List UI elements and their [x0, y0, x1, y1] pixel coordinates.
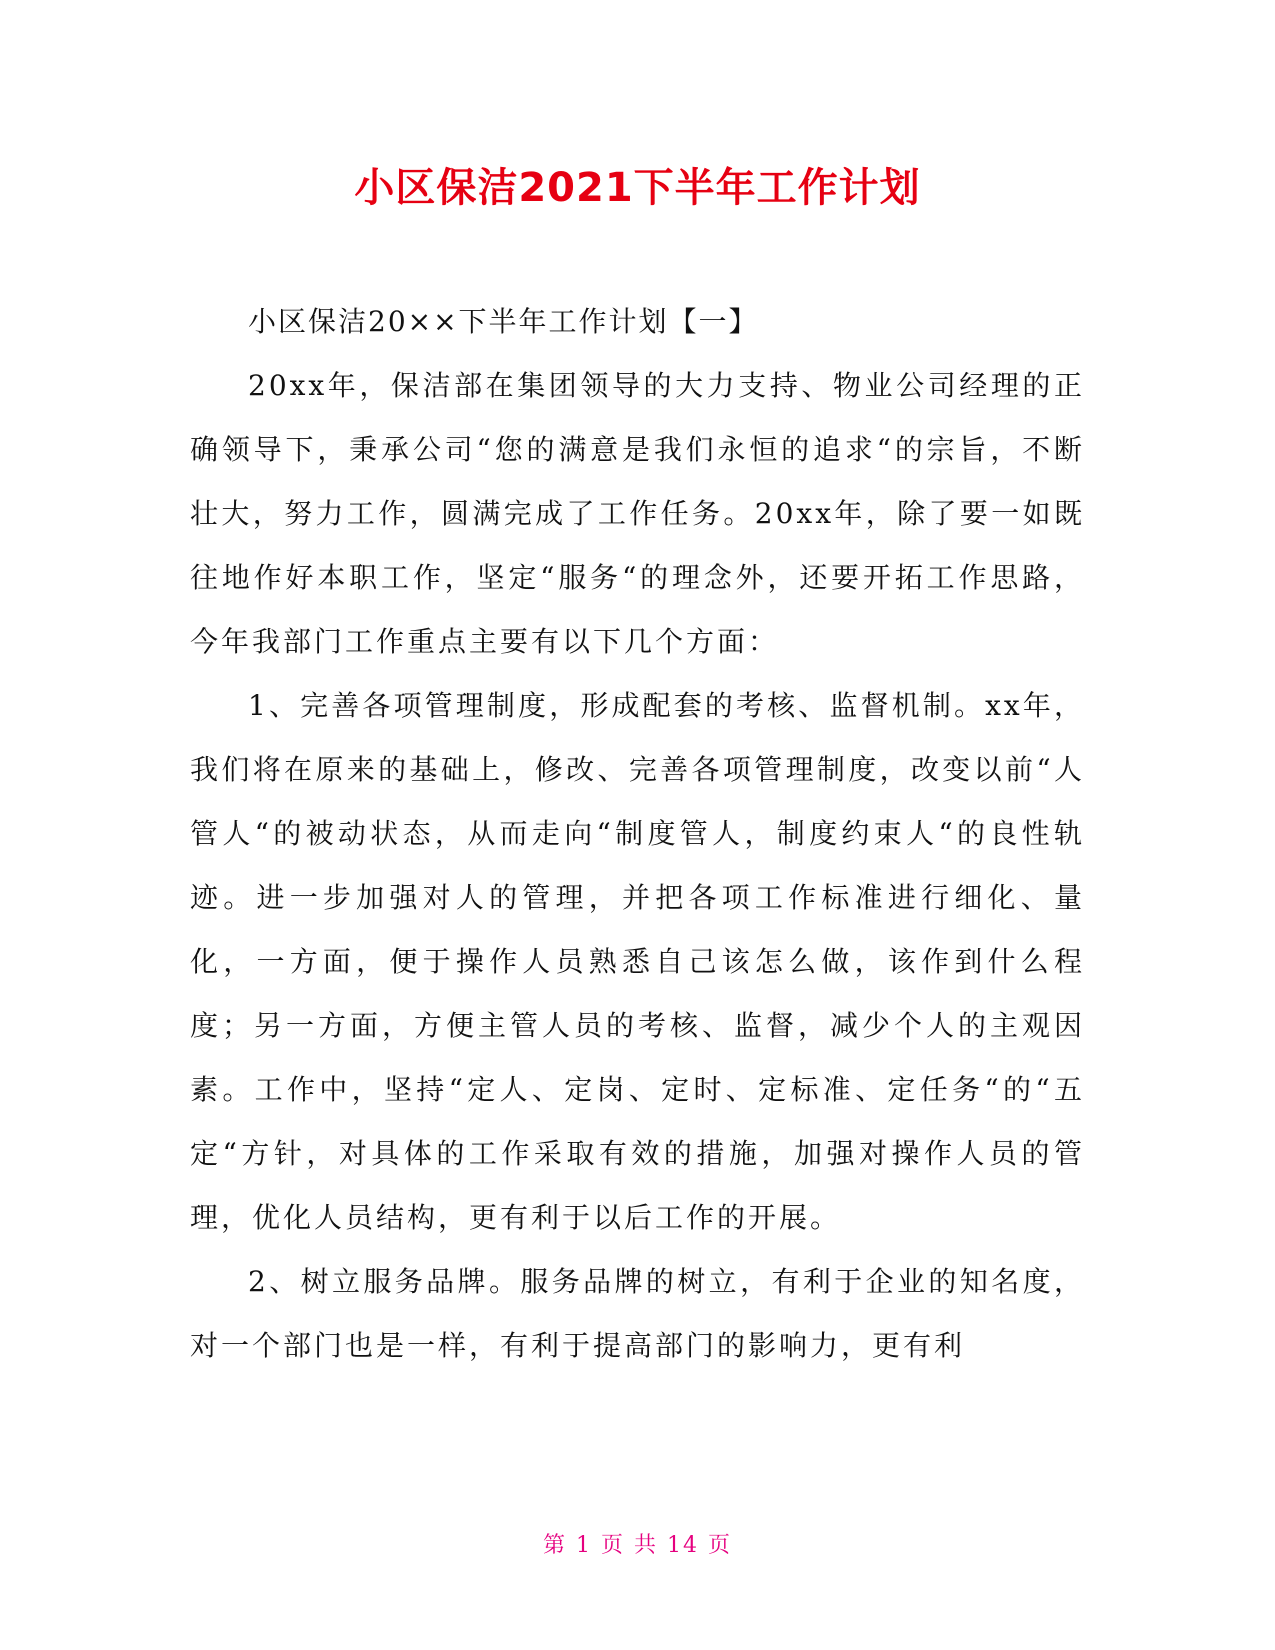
page-number-footer: 第 1 页 共 14 页: [543, 1533, 732, 1558]
document-body: [190, 290, 1085, 1378]
paragraph-item-1: 1、完善各项管理制度，形成配套的考核、监督机制。xx年，我们将在原来的基础上，修改、完善各项管理制度，改变以前“人管人“的被动状态，从而走向“制度管人，制度约束人“的良性轨迹。进一步加强对人的管理，并把各项工作标准进行细化、量化，一方面，便于操作人员熟悉自己该怎么做，该作到什么程度；另一方面，方便主管人员的考核、监督，减少个人的主观因素。工作中，坚持“定人、定岗、定时、定标准、定任务“的“五定“方针，对具体的工作采取有效的措施，加强对操作人员的管理，优化人员结构，更有利于以后工作的开展。: [190, 689, 1085, 1234]
paragraph-intro: 20xx年，保洁部在集团领导的大力支持、物业公司经理的正确领导下，秉承公司“您的满意是我们永恒的追求“的宗旨，不断壮大，努力工作，圆满完成了工作任务。20xx年，除了要一如既往地作好本职工作，坚定“服务“的理念外，还要开拓工作思路，今年我部门工作重点主要有以下几个方面：: [190, 369, 1085, 658]
section-heading: 小区保洁20××下半年工作计划【一】: [248, 305, 759, 338]
paragraph-item-2: 2、树立服务品牌。服务品牌的树立，有利于企业的知名度，对一个部门也是一样，有利于提高部门的影响力，更有利: [190, 1265, 1085, 1362]
document-title: 小区保洁2021下半年工作计划: [354, 165, 921, 211]
